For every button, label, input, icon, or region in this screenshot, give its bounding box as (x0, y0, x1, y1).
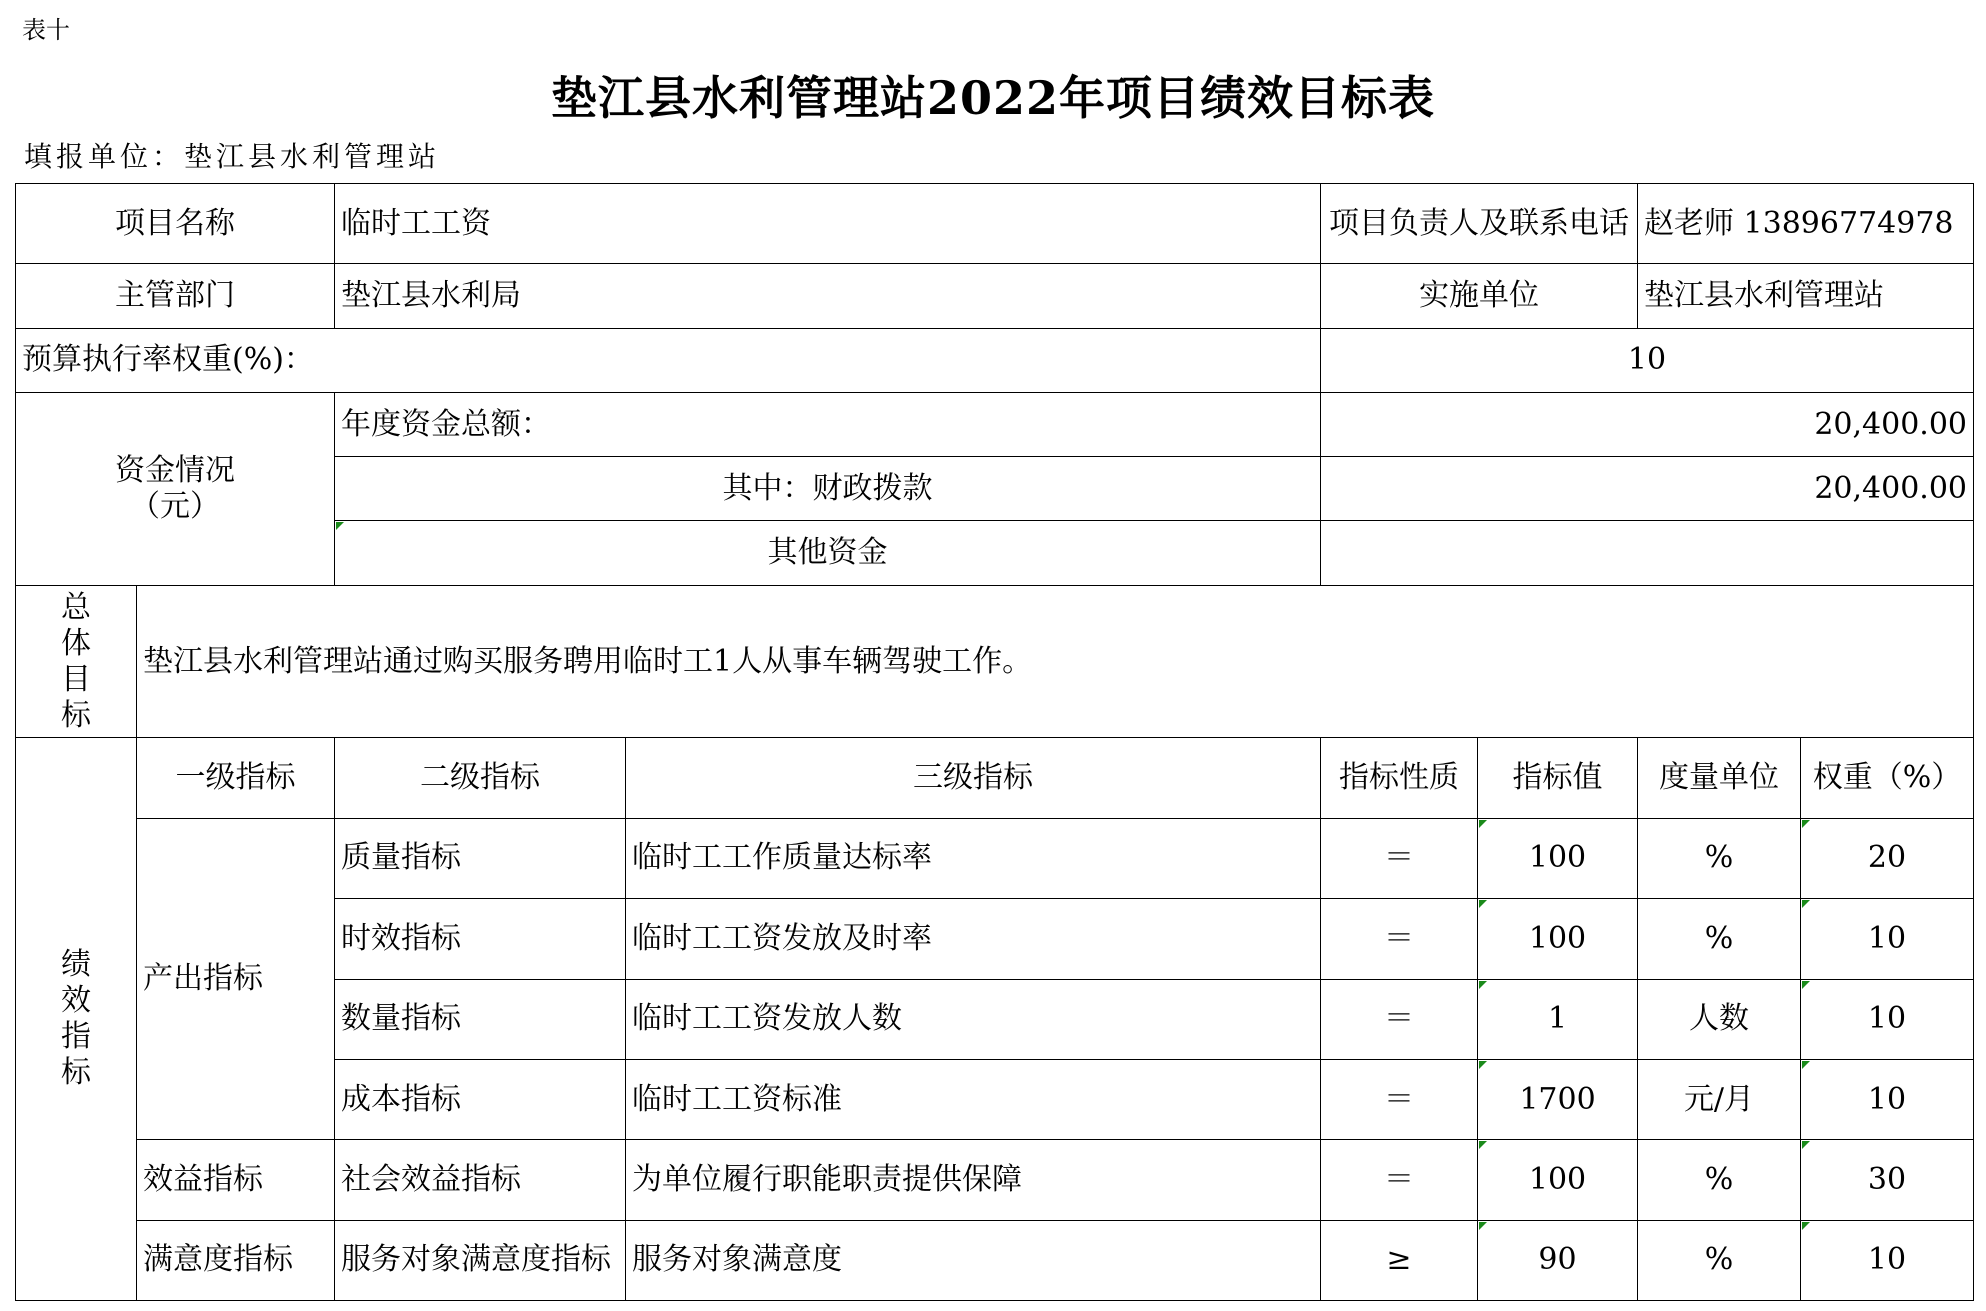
header-level2: 二级指标 (335, 738, 626, 818)
fiscal-funds-value: 20,400.00 (1321, 457, 1974, 521)
goal-char: 目 (61, 661, 91, 697)
indicator-char: 指 (61, 1019, 91, 1055)
unit-cell: % (1638, 1140, 1801, 1220)
nature-cell: ＝ (1321, 1059, 1478, 1139)
weight-cell: 30 (1801, 1140, 1974, 1220)
header-level3: 三级指标 (626, 738, 1321, 818)
performance-target-table (15, 183, 1974, 1301)
weight-cell: 20 (1801, 818, 1974, 898)
contact-label: 项目负责人及联系电话 (1321, 184, 1638, 264)
indicator-char: 绩 (61, 947, 91, 983)
goal-char: 体 (61, 625, 91, 661)
level3-cell: 临时工工资标准 (626, 1059, 1321, 1139)
budget-weight-value: 10 (1321, 328, 1974, 392)
project-name-value: 临时工工资 (335, 184, 1321, 264)
table-row (16, 1220, 1974, 1300)
weight-cell: 10 (1801, 979, 1974, 1059)
nature-cell: ＝ (1321, 979, 1478, 1059)
header-level1: 一级指标 (137, 738, 335, 818)
value-cell: 100 (1478, 1140, 1638, 1220)
funds-label (16, 392, 335, 585)
table-row (16, 818, 1974, 898)
level2-cell: 质量指标 (335, 818, 626, 898)
benefit-indicator-label: 效益指标 (137, 1140, 335, 1220)
annual-total-value: 20,400.00 (1321, 392, 1974, 456)
unit-cell: 元/月 (1638, 1059, 1801, 1139)
level3-cell: 为单位履行职能职责提供保障 (626, 1140, 1321, 1220)
output-indicator-label: 产出指标 (137, 818, 335, 1139)
satisfaction-indicator-label: 满意度指标 (137, 1220, 335, 1300)
indicator-char: 标 (61, 1055, 91, 1091)
level2-cell: 服务对象满意度指标 (335, 1220, 626, 1300)
page-title: 垫江县水利管理站2022年项目绩效目标表 (550, 71, 1436, 125)
value-cell: 1 (1478, 979, 1638, 1059)
header-nature: 指标性质 (1321, 738, 1478, 818)
table-number: 表十 (22, 16, 70, 44)
fill-unit: 填报单位：垫江县水利管理站 (24, 140, 441, 173)
other-funds-label: 其他资金 (335, 521, 1321, 585)
level2-cell: 时效指标 (335, 899, 626, 979)
goal-char: 总 (61, 589, 91, 625)
value-cell: 1700 (1478, 1059, 1638, 1139)
nature-cell: ＝ (1321, 1140, 1478, 1220)
funds-label-main: 资金情况 (115, 452, 235, 488)
project-name-label: 项目名称 (16, 184, 335, 264)
table-row (16, 1140, 1974, 1220)
goal-char: 标 (61, 697, 91, 733)
indicator-char: 效 (61, 983, 91, 1019)
contact-value: 赵老师 13896774978 (1638, 184, 1974, 264)
impl-unit-value: 垫江县水利管理站 (1638, 264, 1974, 328)
weight-cell: 10 (1801, 1220, 1974, 1300)
level2-cell: 成本指标 (335, 1059, 626, 1139)
nature-cell: ≥ (1321, 1220, 1478, 1300)
dept-label: 主管部门 (16, 264, 335, 328)
level2-cell: 数量指标 (335, 979, 626, 1059)
overall-goal-text: 垫江县水利管理站通过购买服务聘用临时工1人从事车辆驾驶工作。 (137, 585, 1974, 738)
performance-indicator-label (16, 738, 137, 1301)
value-cell: 90 (1478, 1220, 1638, 1300)
level3-cell: 临时工工资发放人数 (626, 979, 1321, 1059)
level3-cell: 服务对象满意度 (626, 1220, 1321, 1300)
level2-cell: 社会效益指标 (335, 1140, 626, 1220)
level3-cell: 临时工工资发放及时率 (626, 899, 1321, 979)
funds-label-unit: （元） (130, 488, 220, 524)
impl-unit-label: 实施单位 (1321, 264, 1638, 328)
nature-cell: ＝ (1321, 818, 1478, 898)
unit-cell: % (1638, 818, 1801, 898)
fiscal-funds-label: 其中：财政拨款 (335, 457, 1321, 521)
header-unit: 度量单位 (1638, 738, 1801, 818)
other-funds-value (1321, 521, 1974, 585)
weight-cell: 10 (1801, 1059, 1974, 1139)
overall-goal-label (16, 585, 137, 738)
unit-cell: % (1638, 1220, 1801, 1300)
nature-cell: ＝ (1321, 899, 1478, 979)
value-cell: 100 (1478, 899, 1638, 979)
level3-cell: 临时工工作质量达标率 (626, 818, 1321, 898)
header-weight: 权重（%） (1801, 738, 1974, 818)
unit-cell: % (1638, 899, 1801, 979)
header-value: 指标值 (1478, 738, 1638, 818)
value-cell: 100 (1478, 818, 1638, 898)
unit-cell: 人数 (1638, 979, 1801, 1059)
budget-weight-label: 预算执行率权重(%)： (16, 328, 1321, 392)
annual-total-label: 年度资金总额： (335, 392, 1321, 456)
weight-cell: 10 (1801, 899, 1974, 979)
dept-value: 垫江县水利局 (335, 264, 1321, 328)
